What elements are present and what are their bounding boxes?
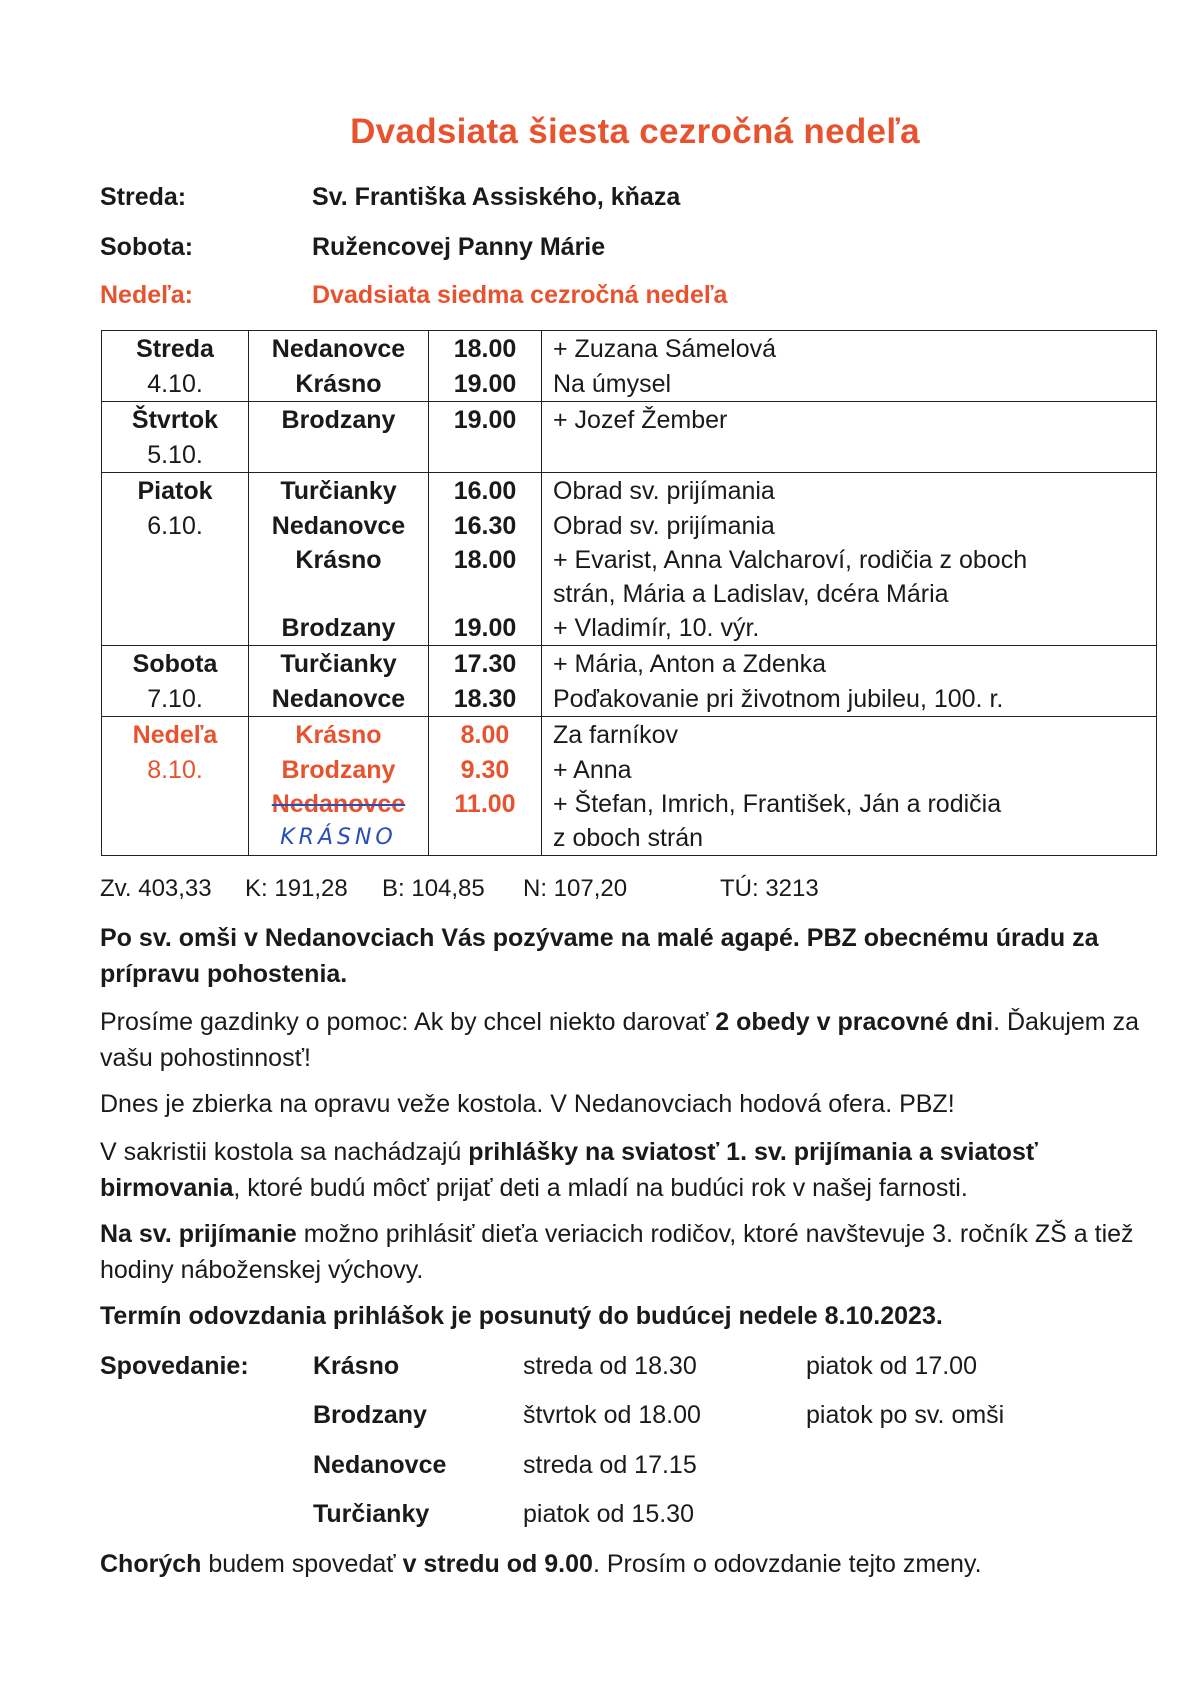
notice-text: budem spovedať xyxy=(201,1550,403,1578)
place: Brodzany xyxy=(281,406,396,434)
place-cell xyxy=(249,717,429,856)
time-cell xyxy=(429,331,542,402)
feast-name: Ružencovej Panny Márie xyxy=(312,233,606,261)
notice-text: Termín odovzdania prihlášok je posunutý do budúcej nedele 8.10.2023. xyxy=(100,1302,943,1330)
table-row xyxy=(102,331,1157,402)
day-name: Sobota xyxy=(132,650,218,678)
intention: strán, Mária a Ladislav, dcéra Mária xyxy=(553,580,949,608)
time: 19.00 xyxy=(453,370,517,398)
day-name: Streda xyxy=(136,335,214,363)
place: Nedanovce xyxy=(271,685,406,713)
table-row xyxy=(102,717,1157,856)
time: 18.30 xyxy=(453,685,517,713)
notice-agape xyxy=(100,920,1152,992)
notice-text: . Ďakujem za vašu pohostinnosť! xyxy=(100,1008,1139,1072)
place: Brodzany xyxy=(281,614,396,642)
place: Krásno xyxy=(295,721,382,749)
collection-n: N: 107,20 xyxy=(523,875,628,902)
place: Krásno xyxy=(295,546,382,574)
day-cell xyxy=(102,402,249,473)
notice-emphasis: Chorých xyxy=(100,1550,202,1578)
intention: Poďakovanie pri životnom jubileu, 100. r. xyxy=(553,685,1004,713)
intention-cell xyxy=(542,473,1157,646)
feast-name: Dvadsiata siedma cezročná nedeľa xyxy=(312,281,728,309)
place: Nedanovce xyxy=(271,335,406,363)
notice-emphasis: prihlášky na sviatosť 1. sv. prijímania a sviatosť birmovania xyxy=(100,1138,1038,1202)
collection-k: K: 191,28 xyxy=(245,875,348,902)
time-cell xyxy=(429,473,542,646)
confession-place: Turčianky xyxy=(313,1500,430,1528)
day-name: Štvrtok xyxy=(131,406,219,434)
day-cell xyxy=(102,331,249,402)
confession-time: piatok od 17.00 xyxy=(806,1352,977,1380)
day-date: 5.10. xyxy=(147,441,203,469)
time: 11.00 xyxy=(454,790,516,818)
notice-deadline xyxy=(100,1298,1152,1334)
intention: + Vladimír, 10. výr. xyxy=(553,614,760,642)
confession-time: piatok po sv. omši xyxy=(806,1401,1005,1429)
time: 17.30 xyxy=(453,650,517,678)
feast-day: Nedeľa: xyxy=(100,281,193,309)
confession-place: Brodzany xyxy=(313,1401,427,1429)
table-row xyxy=(102,473,1157,646)
place: Turčianky xyxy=(280,650,397,678)
place-struck xyxy=(249,787,428,821)
notice-text: Po sv. omši v Nedanovciach Vás pozývame na malé agapé. PBZ obecnému úradu za prípravu pohostenia. xyxy=(100,924,1099,988)
struck-place: Nedanovce xyxy=(271,790,406,818)
confession-time: štvrtok od 18.00 xyxy=(523,1401,701,1429)
intention: Na úmysel xyxy=(553,370,672,398)
notice-text: V sakristii kostola sa nachádzajú xyxy=(100,1138,469,1166)
place-cell xyxy=(249,402,429,473)
time: 18.00 xyxy=(453,546,517,574)
notice-applications xyxy=(100,1134,1152,1206)
place-cell xyxy=(249,473,429,646)
intention: Za farníkov xyxy=(553,721,679,749)
table-row xyxy=(102,402,1157,473)
intention: + Evarist, Anna Valcharoví, rodičia z oboch xyxy=(553,546,1028,574)
notice-emphasis: 2 obedy v pracovné dni xyxy=(715,1008,994,1036)
feast-name: Sv. Františka Assiského, kňaza xyxy=(312,183,681,211)
notice-sick-confession xyxy=(100,1546,1152,1582)
time: 16.00 xyxy=(453,477,517,505)
intention: Obrad sv. prijímania xyxy=(553,477,775,505)
intention-cell xyxy=(542,646,1157,717)
feast-day: Streda: xyxy=(100,183,187,211)
collection-tu: TÚ: 3213 xyxy=(720,875,819,902)
day-cell xyxy=(102,473,249,646)
notice-lunches xyxy=(100,1004,1152,1076)
day-date: 6.10. xyxy=(147,512,203,540)
collection-zv: Zv. 403,33 xyxy=(100,875,212,902)
notice-emphasis: Na sv. prijímanie xyxy=(100,1220,297,1248)
time: 18.00 xyxy=(453,335,517,363)
intention-cell xyxy=(542,331,1157,402)
time: 19.00 xyxy=(453,614,517,642)
intention: z oboch strán xyxy=(553,824,704,852)
notice-text: Dnes je zbierka na opravu veže kostola. V Nedanovciach hodová ofera. PBZ! xyxy=(100,1090,955,1118)
notice-text: , ktoré budú môcť prijať deti a mladí na budúci rok v našej farnosti. xyxy=(233,1174,968,1202)
place-cell xyxy=(249,646,429,717)
time: 9.30 xyxy=(460,756,510,784)
confession-place: Krásno xyxy=(313,1352,400,1380)
confession-time: streda od 18.30 xyxy=(523,1352,697,1380)
time-cell xyxy=(429,402,542,473)
day-date: 8.10. xyxy=(147,756,203,784)
place: Krásno xyxy=(295,370,382,398)
confession-label: Spovedanie: xyxy=(100,1352,249,1380)
place-cell xyxy=(249,331,429,402)
day-cell xyxy=(102,717,249,856)
intention: + Jozef Žember xyxy=(553,406,728,434)
time-cell xyxy=(429,717,542,856)
confession-time: piatok od 15.30 xyxy=(523,1500,694,1528)
intention-cell xyxy=(542,717,1157,856)
day-date: 4.10. xyxy=(147,370,203,398)
place: Brodzany xyxy=(281,756,396,784)
collection-b: B: 104,85 xyxy=(382,875,485,902)
notice-first-communion xyxy=(100,1216,1152,1288)
intention: + Štefan, Imrich, František, Ján a rodičia xyxy=(553,790,1002,818)
day-name: Nedeľa xyxy=(132,721,218,749)
mass-schedule-table xyxy=(101,330,1157,856)
confession-place: Nedanovce xyxy=(313,1451,447,1479)
time: 8.00 xyxy=(460,721,510,749)
notice-emphasis: v stredu od 9.00 xyxy=(402,1550,593,1578)
intention: + Zuzana Sámelová xyxy=(553,335,777,363)
intention: + Mária, Anton a Zdenka xyxy=(553,650,827,678)
intention: + Anna xyxy=(553,756,632,784)
day-cell xyxy=(102,646,249,717)
day-date: 7.10. xyxy=(147,685,203,713)
time: 19.00 xyxy=(453,406,517,434)
notice-text: možno prihlásiť dieťa veriacich rodičov, ktoré navštevuje 3. ročník ZŠ a tiež hodiny náboženskej výchovy. xyxy=(100,1220,1134,1284)
feast-day: Sobota: xyxy=(100,233,194,261)
table-row xyxy=(102,646,1157,717)
place: Turčianky xyxy=(280,477,397,505)
time: 16.30 xyxy=(453,512,517,540)
day-name: Piatok xyxy=(137,477,213,505)
handwritten-correction: KRÁSNO xyxy=(280,825,397,850)
intention-cell xyxy=(542,402,1157,473)
time-cell xyxy=(429,646,542,717)
confession-time: streda od 17.15 xyxy=(523,1451,697,1479)
notice-text: . Prosím o odovzdanie tejto zmeny. xyxy=(592,1550,982,1578)
page-title: Dvadsiata šiesta cezročná nedeľa xyxy=(350,112,920,151)
place: Nedanovce xyxy=(271,512,406,540)
notice-text: Prosíme gazdinky o pomoc: Ak by chcel niekto darovať xyxy=(100,1008,716,1036)
notice-collection xyxy=(100,1086,1152,1122)
intention: Obrad sv. prijímania xyxy=(553,512,775,540)
